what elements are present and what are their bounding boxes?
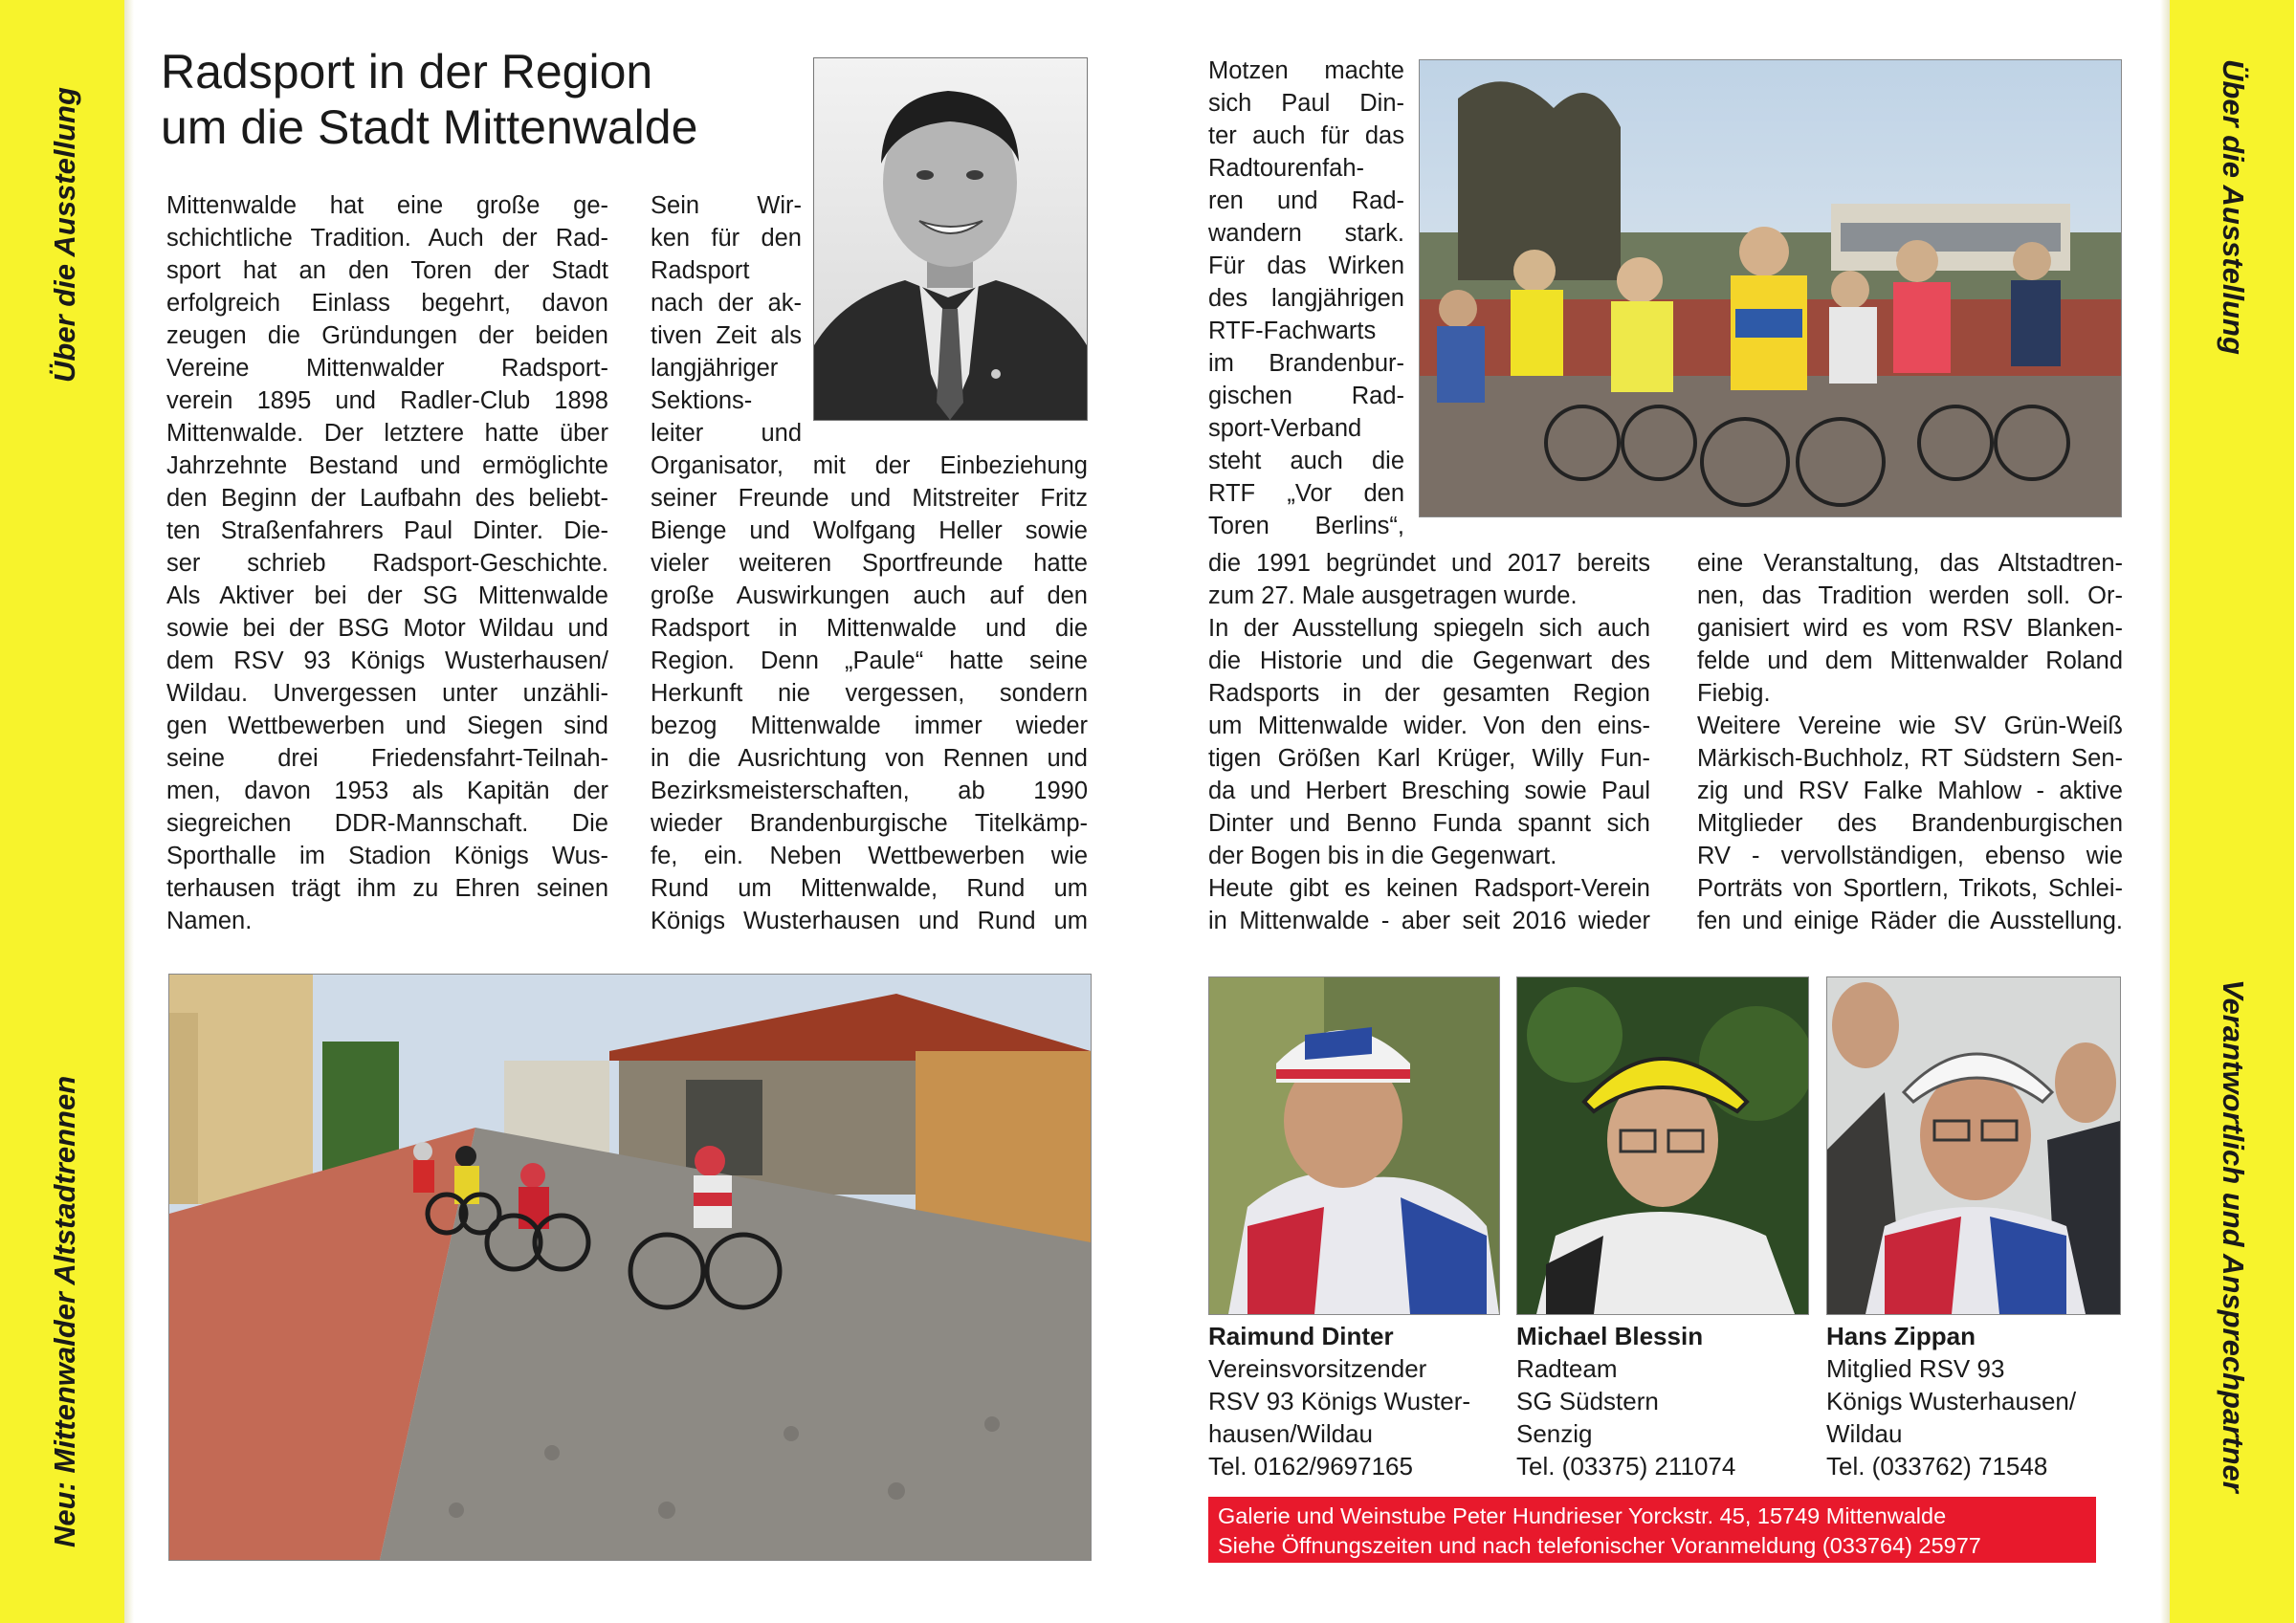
text-line: RTF-Fachwarts (1208, 318, 1377, 344)
text-line: Märkisch-Buchholz, RT Südstern Sen- (1697, 745, 2123, 772)
right-top-label: Über die Ausstellung (2217, 59, 2250, 355)
text-line: den Beginn der Laufbahn des beliebt- (166, 485, 608, 512)
text-line: sich Paul Din- (1208, 90, 1404, 117)
article-column-1 (166, 189, 608, 937)
contact-line: Senzig (1516, 1419, 1593, 1448)
contact-line: Vereinsvorsitzender (1208, 1354, 1427, 1383)
text-line: um Mittenwalde wider. Von den eins- (1208, 713, 1650, 739)
left-bottom-label: Neu: Mittenwalder Altstadtrennen (48, 1075, 81, 1547)
text-line: Radsports in der gesamten Region (1208, 680, 1650, 707)
text-line: Herkunft nie vergessen, sondern (651, 680, 1088, 707)
text-line: Mittenwalde. Der letztere hatte über (166, 420, 608, 447)
text-line: terhausen trägt ihm zu Ehren seinen (166, 875, 608, 902)
text-line: ken für den (651, 225, 802, 252)
text-line: Porträts von Sportlern, Trikots, Schlei- (1697, 875, 2123, 902)
article-column-4 (1697, 547, 2123, 937)
text-line: ser schrieb Radsport-Geschichte. (166, 550, 608, 577)
contact-line: Mitglied RSV 93 (1826, 1354, 2005, 1383)
text-line: ter auch für das (1208, 122, 1404, 149)
gallery-address-box (1208, 1497, 2096, 1563)
text-line: wandern stark. (1208, 220, 1404, 247)
photo-raimund-dinter (1208, 976, 1500, 1315)
text-line: Vereine Mittenwalder Radsport- (166, 355, 608, 382)
text-line: Sektions- (651, 387, 753, 414)
text-line: fen und einige Räder die Ausstellung. (1697, 908, 2123, 934)
article-column-3 (1208, 547, 1650, 937)
contact-line: Wildau (1826, 1419, 1903, 1448)
text-line: Radsport (651, 257, 750, 284)
text-line: die Historie und die Gegenwart des (1208, 647, 1650, 674)
text-line: gischen Rad- (1208, 383, 1404, 409)
text-line: Mitglieder des Brandenburgischen (1697, 810, 2123, 837)
text-line: Radsport in Mittenwalde und die (651, 615, 1088, 642)
text-line: siegreichen DDR-Mannschaft. Die (166, 810, 608, 837)
contact-phone: Tel. (033762) 71548 (1826, 1452, 2048, 1480)
text-line: fe, ein. Neben Wettbewerben wie (651, 843, 1088, 869)
text-line: sport-Verband (1208, 415, 1362, 442)
contact-line: RSV 93 Königs Wuster- (1208, 1387, 1471, 1415)
text-line: leiter und (651, 420, 802, 447)
right-sidebar-band (2170, 0, 2294, 1623)
text-line: RTF „Vor den (1208, 480, 1404, 507)
right-bottom-label: Verantwortlich und Ansprechpartner (2217, 979, 2250, 1493)
gallery-address-line: Galerie und Weinstube Peter Hundrieser Yorckstr. 45, 15749 Mittenwalde (1218, 1503, 1947, 1528)
text-line: sowie bei der BSG Motor Wildau und (166, 615, 608, 642)
photo-hans-zippan (1826, 976, 2121, 1315)
text-line: in Mittenwalde - aber seit 2016 wieder (1208, 908, 1650, 934)
article-column-3-narrow (1208, 55, 1404, 542)
contact-hans-zippan (1826, 1320, 2123, 1482)
text-line: seiner Freunde und Mitstreiter Fritz (651, 485, 1088, 512)
contact-michael-blessin (1516, 1320, 1808, 1482)
contact-phone: Tel. (03375) 211074 (1516, 1452, 1736, 1480)
text-line: felde und dem Mittenwalder Roland (1697, 647, 2123, 674)
text-line: Wildau. Unvergessen unter unzähli- (166, 680, 608, 707)
text-line: nach der ak- (651, 290, 802, 317)
contact-name: Michael Blessin (1516, 1322, 1704, 1350)
title-line: Radsport in der Region (161, 45, 653, 99)
contact-line: hausen/Wildau (1208, 1419, 1373, 1448)
contact-line: Königs Wusterhausen/ (1826, 1387, 2077, 1415)
text-line: ten Straßenfahrers Paul Dinter. Die- (166, 517, 608, 544)
text-line: langjähriger (651, 355, 779, 382)
text-line: men, davon 1953 als Kapitän der (166, 778, 608, 804)
text-line: die 1991 begründet und 2017 bereits (1208, 550, 1650, 577)
text-line: zum 27. Male ausgetragen wurde. (1208, 582, 1578, 609)
article-column-2 (651, 450, 1088, 937)
text-line: nen, das Tradition werden soll. Or- (1697, 582, 2123, 609)
text-line: Bienge und Wolfgang Heller sowie (651, 517, 1088, 544)
text-line: eine Veranstaltung, das Altstadtren- (1697, 550, 2123, 577)
text-line: Rund um Mittenwalde, Rund um (651, 875, 1088, 902)
left-top-label: Über die Ausstellung (48, 87, 81, 383)
text-line: Organisator, mit der Einbeziehung (651, 452, 1088, 479)
text-line: ganisiert wird es vom RSV Blanken- (1697, 615, 2123, 642)
text-line: zig und RSV Falke Mahlow - aktive (1697, 778, 2123, 804)
text-line: des langjährigen (1208, 285, 1404, 312)
text-line: Dinter und Benno Funda spannt sich (1208, 810, 1650, 837)
text-line: Sporthalle im Stadion Königs Wus- (166, 843, 608, 869)
text-line: schichtliche Tradition. Auch der Rad- (166, 225, 608, 252)
text-line: vieler weiteren Sportfreunde hatte (651, 550, 1088, 577)
contact-raimund-dinter (1208, 1320, 1500, 1482)
text-line: tigen Größen Karl Krüger, Willy Fun- (1208, 745, 1650, 772)
text-line: dem RSV 93 Königs Wusterhausen/ (166, 647, 608, 674)
text-line: Bezirksmeisterschaften, ab 1990 (651, 778, 1088, 804)
text-line: Namen. (166, 908, 253, 934)
left-sidebar-band (0, 0, 124, 1623)
text-line: ren und Rad- (1208, 187, 1404, 214)
text-line: seine drei Friedensfahrt-Teilnah- (166, 745, 608, 772)
text-line: gen Wettbewerben und Siegen sind (166, 713, 608, 739)
text-line: tiven Zeit als (651, 322, 802, 349)
text-line: zeugen die Gründungen der beiden (166, 322, 608, 349)
text-line: verein 1895 und Radler-Club 1898 (166, 387, 608, 414)
text-line: Sein Wir- (651, 192, 802, 219)
contact-phone: Tel. 0162/9697165 (1208, 1452, 1413, 1480)
text-line: Heute gibt es keinen Radsport-Verein (1208, 875, 1650, 902)
title-line: um die Stadt Mittenwalde (161, 100, 698, 154)
text-line: Toren Berlins“, (1208, 513, 1404, 539)
text-line: Region. Denn „Paule“ hatte seine (651, 647, 1088, 674)
text-line: Motzen machte (1208, 57, 1404, 84)
text-line: Radtourenfah- (1208, 155, 1365, 182)
photo-rtf-cyclists (1419, 59, 2122, 517)
text-line: da und Herbert Bresching sowie Paul (1208, 778, 1650, 804)
text-line: sport hat an den Toren der Stadt (166, 257, 608, 284)
text-line: Fiebig. (1697, 680, 1771, 707)
contact-line: SG Südstern (1516, 1387, 1659, 1415)
text-line: RV - vervollständigen, ebenso wie (1697, 843, 2123, 869)
text-line: Für das Wirken (1208, 252, 1404, 279)
text-line: der Bogen bis in die Gegenwart. (1208, 843, 1557, 869)
text-line: bezog Mittenwalde immer wieder (651, 713, 1088, 739)
gallery-hours-line: Siehe Öffnungszeiten und nach telefonischer Voranmeldung (033764) 25977 (1218, 1533, 1981, 1558)
photo-michael-blessin (1516, 976, 1809, 1315)
contact-name: Raimund Dinter (1208, 1322, 1394, 1350)
text-line: in die Ausrichtung von Rennen und (651, 745, 1088, 772)
text-line: Königs Wusterhausen und Rund um (651, 908, 1088, 934)
text-line: erfolgreich Einlass begehrt, davon (166, 290, 608, 317)
text-line: im Brandenbur- (1208, 350, 1404, 377)
text-line: steht auch die (1208, 448, 1404, 474)
text-line: Weitere Vereine wie SV Grün-Weiß (1697, 713, 2123, 739)
text-line: In der Ausstellung spiegeln sich auch (1208, 615, 1650, 642)
photo-altstadtrennen (168, 974, 1092, 1561)
contact-line: Radteam (1516, 1354, 1618, 1383)
text-line: Jahrzehnte Bestand und ermöglichte (166, 452, 608, 479)
text-line: wieder Brandenburgische Titelkämp- (651, 810, 1088, 837)
article-title (161, 44, 811, 155)
article-column-2-narrow (651, 189, 802, 450)
text-line: Mittenwalde hat eine große ge- (166, 192, 608, 219)
text-line: Als Aktiver bei der SG Mittenwalde (166, 582, 608, 609)
contact-name: Hans Zippan (1826, 1322, 1976, 1350)
portrait-photo-paul-dinter (813, 57, 1088, 421)
text-line: große Auswirkungen auch auf den (651, 582, 1088, 609)
